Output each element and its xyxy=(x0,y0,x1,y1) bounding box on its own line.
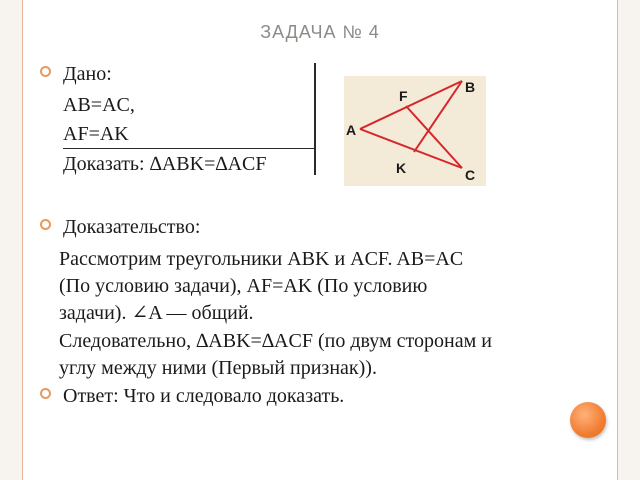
triangle-drawing xyxy=(344,76,486,186)
proof-p1-line2: (По условию задачи), AF=AK (По условию xyxy=(59,275,428,297)
bullet-icon xyxy=(40,388,51,399)
content-panel xyxy=(23,0,617,480)
given-divider-vertical xyxy=(314,63,316,175)
segment-ac xyxy=(360,129,462,168)
label-b: B xyxy=(465,79,476,95)
bullet-icon xyxy=(40,66,51,77)
proof-p1-line3: задачи). ∠A — общий. xyxy=(59,302,254,324)
orange-circle-decoration xyxy=(570,402,606,438)
proof-heading: Доказательство: xyxy=(63,216,201,238)
right-border-line xyxy=(617,0,618,480)
given-line-ab-ac: AB=AC, xyxy=(63,94,135,116)
given-line-af-ak: AF=AK xyxy=(63,123,129,145)
slide-title: ЗАДАЧА № 4 xyxy=(260,22,380,42)
bullet-icon xyxy=(40,219,51,230)
given-divider-horizontal xyxy=(63,148,315,149)
proof-p1-line1: Рассмотрим треугольники ABK и ACF. AB=AC xyxy=(59,248,464,270)
label-f: F xyxy=(399,88,408,104)
label-k: K xyxy=(396,160,407,176)
proof-p2-line1: Следовательно, ∆ABK=∆ACF (по двум сторонам и xyxy=(59,330,492,352)
proof-p2-line2: углу между ними (Первый признак)). xyxy=(59,357,377,379)
label-a: A xyxy=(346,122,357,138)
label-c: C xyxy=(465,167,476,183)
triangle-figure xyxy=(344,76,486,186)
given-heading: Дано: xyxy=(63,63,112,85)
answer-text: Ответ: Что и следовало доказать. xyxy=(63,385,345,407)
prove-statement: Доказать: ∆ABK=∆ACF xyxy=(63,153,267,175)
segment-fc xyxy=(406,106,462,168)
